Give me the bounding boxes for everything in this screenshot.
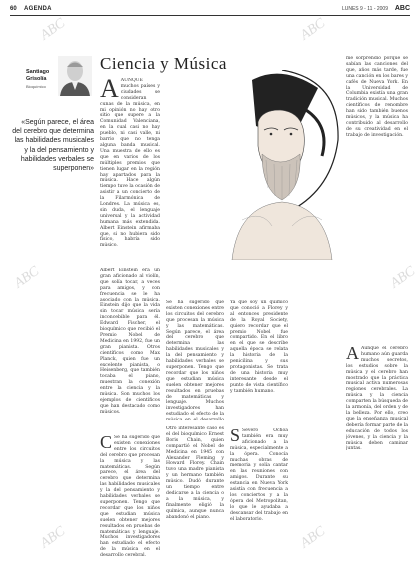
article-text: Se ha sugerido que existen conexiones entre los circuitos del cerebro que procesan la música y las matemáticas. Según parece, el área del cerebro que determina las habilidades musicales y la del pensamiento y habilidades verbales se superponen. Tengo que recordar que los niños que estudian música suelen obtener mejores resultados en pruebas de matemáticas y lenguaje. Muchos investigadores han estudiado el efecto de la música en el desarrollo cerebral. [100, 435, 160, 559]
section-name: AGENDA [24, 6, 52, 12]
watermark: ABC [297, 523, 329, 552]
article-text: Otro interesante caso es el del bioquímico Ernest Boris Chain, quien compartió el Nobel de Medicina en 1945 con Alexander Fleming y Howard Florey. Chain tuvo una madre pianista y un hermano también músico. Dudó durante un tiempo entre dedicarse a la ciencia o a la música, y finalmente eligió la química, aunque nunca abandonó el piano. [166, 426, 224, 520]
article-text: Albert Einstein era un gran aficionado al violín, que solía tocar, a veces para amigos, y con frecuencia se le ha asociado con la música. Einstein dijo que la vida sin tocar música sería inconcebible para él. Edward Fischer, el bioquímico que recibió el Premio Nobel de Medicina en 1992, fue un gran pianista. Otros científicos como Max Planck, quien fue un excelente pianista, o Heisenberg, que también tocaba el piano, muestran la conexión entre la ciencia y la música. Son muchos los ejemplos de científicos que han destacado como músicos. [100, 268, 160, 415]
article-text: Ya que soy un químico que conoció a Florey y al entonces presidente de la Royal Society, quiero recordar que el premio Nobel fue compartido. En el libro en el que se describe aquella época se relata la historia de la penicilina y sus protagonistas. Se trata de una historia muy interesante desde el punto de vista científico y también humano. [230, 300, 288, 394]
watermark: ABC [37, 15, 69, 44]
issue-date: LUNES 9 - 11 - 2009 [341, 6, 388, 12]
article-title: Ciencia y Música [100, 54, 227, 73]
drop-cap: A [346, 346, 359, 363]
watermark: ABC [37, 523, 69, 552]
watermark: ABC [297, 15, 329, 44]
scientist-illustration [222, 70, 342, 260]
pull-quote: «Según parece, el área del cerebro que determina las habilidades musicales y la del pensamiento y habilidades verbales se superponen» [12, 119, 94, 173]
article-column-8 [346, 56, 408, 346]
article-text: Se ha sugerido que existen conexiones entre los circuitos del cerebro que procesan la música y las matemáticas. Según parece, el área del cerebro que determina las habilidades musicales y la del pensamiento y habilidades verbales se superponen. Tengo que recordar que los niños que estudian música suelen obtener mejores resultados en pruebas de matemáticas y lenguaje. Muchos investigadores han estudiado el efecto de la [166, 300, 224, 418]
page-number: 60 [10, 6, 17, 12]
author-role: Bioquímico [26, 84, 46, 89]
article-column-7 [230, 428, 288, 566]
article-column-3 [100, 435, 160, 565]
article-column-4 [166, 300, 224, 420]
article-text: Severo Ochoa también era muy aficionado a la música, especialmente a la ópera. Conocía muchas obras de memoria y solía cantar en las reuniones con amigos. Durante su estancia en Nueva York asistía con frecuencia a los conciertos y a la ópera del Metropolitan, lo que le ayudaba a descansar del trabajo en el laboratorio. [230, 428, 288, 522]
header-divider [10, 15, 410, 16]
article-column-6 [230, 300, 288, 424]
article-text: AUNQUE muchos países y ciudades se consideran cunas de la música, en mi opinión no hay otro sitio que supere a la Comunidad Valenciana, en la cual casi no hay pueblo, ni casi valle, ni barrio que no tenga alguna banda musical. Una muestra de ello es que en varios de los múltiples premios que tienen lugar en la región hay apartados para la música. Hace algún tiempo tuve la ocasión de asistir a un concierto de la Filarmónica de Londres. La música es, sin duda, el lenguaje universal y la actividad humana más extendida. Albert Einstein afirmaba que, si no hubiera sido físico, habría sido músico. [100, 78, 160, 249]
drop-cap: A [100, 78, 119, 103]
article-column-1 [100, 78, 160, 266]
page-header [10, 6, 410, 15]
drop-cap: C [100, 435, 113, 452]
author-portrait [58, 56, 92, 96]
article-text: Aunque el cerebro humano aún guarda muchos secretos, los estudios sobre la música y el cerebro han mostrado que la práctica musical activa numerosas regiones cerebrales. La música y la ciencia comparten la búsqueda de la armonía, del orden y de la belleza. Por ello, creo que la enseñanza musical debería formar parte de la educación de todos los jóvenes, y la ciencia y la música deben caminar juntas. [346, 346, 408, 452]
article-column-5 [166, 426, 224, 566]
newspaper-logo: ABC [394, 5, 410, 12]
watermark: ABC [11, 263, 43, 292]
author-name: Santiago Grisolía [26, 69, 50, 82]
article-column-9 [346, 346, 408, 566]
article-text: me sorprendió porque se sabían las canciones del que, años más tarde, fue una canción en los bares y cafés de Nueva York. En la Universidad de Columbia existía una gran tradición musical. Muchos científicos de renombre han sido también buenos músicos, y la música ha contribuido al desarrollo de su creatividad en el trabajo de investigación. [346, 56, 408, 138]
watermark: ABC [387, 263, 419, 292]
drop-cap: S [230, 428, 241, 445]
